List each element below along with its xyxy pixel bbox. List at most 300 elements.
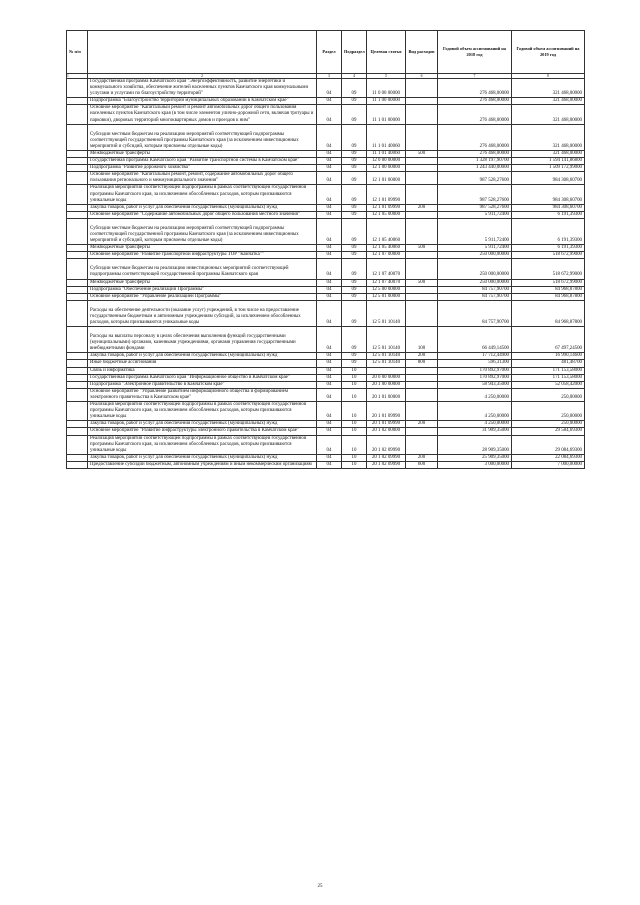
index-cell — [67, 259, 88, 279]
amount-2019-text: 321 468,00000 — [552, 150, 582, 156]
amount-2019-text: 984 308,60700 — [552, 197, 582, 203]
table-row — [67, 259, 585, 279]
vid-cell — [406, 360, 438, 367]
target-cell — [367, 286, 406, 293]
name-cell — [88, 211, 317, 218]
razdel-text: 04 — [326, 447, 332, 453]
podrazdel-cell — [342, 367, 367, 374]
name-cell — [88, 374, 317, 381]
razdel-cell — [317, 454, 342, 461]
name-text: Основное мероприятие "Капитальный ремонт, ремонт, содержание автомобильных дорог общего пользования регионального и межмуниципального значения" — [90, 172, 293, 184]
vid-text: 500 — [417, 245, 426, 251]
name-cell — [88, 259, 317, 279]
header-index: № п/п — [67, 31, 88, 74]
podrazdel-text: 10 — [351, 428, 357, 434]
target-cell — [367, 185, 406, 204]
razdel-text: 04 — [326, 279, 332, 285]
amount-2019-text: 29 584,69300 — [555, 428, 582, 434]
index-cell — [67, 367, 88, 374]
target-text: 12 1 01 00000 — [371, 178, 401, 184]
podrazdel-text: 09 — [351, 272, 357, 278]
amount-2018-text: 4 250,00000 — [484, 414, 509, 420]
amount-2018-cell — [438, 367, 512, 374]
vid-cell — [406, 461, 438, 468]
name-cell — [88, 381, 317, 388]
target-text: 12 5 01 10140 — [371, 320, 401, 325]
amount-2019-cell — [512, 454, 585, 461]
amount-2019-text: 7 000,00000 — [557, 461, 582, 467]
razdel-cell — [317, 204, 342, 211]
razdel-text: 04 — [326, 91, 332, 97]
name-cell — [88, 105, 317, 124]
index-cell — [67, 105, 88, 124]
index-cell — [67, 360, 88, 367]
index-cell — [67, 98, 88, 105]
table-row — [67, 353, 585, 360]
target-cell — [367, 165, 406, 172]
amount-2018-text: 17 712,44900 — [482, 353, 509, 359]
column-number: 5 — [367, 74, 406, 79]
name-cell — [88, 185, 317, 204]
podrazdel-cell — [342, 105, 367, 124]
podrazdel-text: 10 — [351, 461, 357, 467]
amount-2019-text: 84 968,87800 — [555, 320, 582, 325]
amount-2019-cell — [512, 435, 585, 454]
amount-2019-cell — [512, 158, 585, 165]
podrazdel-cell — [342, 204, 367, 211]
name-cell — [88, 327, 317, 353]
name-cell — [88, 252, 317, 259]
podrazdel-text: 09 — [351, 143, 357, 149]
amount-2018-text: 5 911,72400 — [484, 238, 509, 244]
razdel-text: 04 — [326, 252, 332, 258]
vid-cell — [406, 259, 438, 279]
razdel-text: 04 — [326, 461, 332, 467]
name-cell — [88, 293, 317, 300]
amount-2018-cell — [438, 204, 512, 211]
target-cell — [367, 259, 406, 279]
vid-text: 800 — [417, 360, 426, 366]
name-cell — [88, 98, 317, 105]
name-cell — [88, 172, 317, 185]
name-text: Государственная программа Камчатского края "Информационное общество в Камчатском крае" — [90, 374, 290, 380]
amount-2018-cell — [438, 353, 512, 360]
amount-2019-text: 1 509 172,99000 — [548, 165, 582, 171]
table-row — [67, 402, 585, 421]
index-cell — [67, 435, 88, 454]
razdel-cell — [317, 218, 342, 244]
name-text: Закупка товаров, работ и услуг для обеспечения государственных (муниципальных) нужд — [90, 204, 278, 210]
target-text: 12 1 05 40060 — [371, 245, 401, 251]
target-text: 12 1 05 00000 — [371, 211, 401, 217]
razdel-cell — [317, 252, 342, 259]
target-cell — [367, 461, 406, 468]
target-text: 11 1 01 40060 — [372, 150, 400, 156]
target-cell — [367, 211, 406, 218]
table-row — [67, 79, 585, 98]
amount-2019-cell — [512, 165, 585, 172]
name-text: Закупка товаров, работ и услуг для обеспечения государственных (муниципальных) нужд — [90, 454, 278, 460]
target-cell — [367, 279, 406, 286]
name-text: Основное мероприятие "Развитие инфраструктуры электронного правительства в Камчатском крае" — [90, 428, 299, 434]
target-cell — [367, 300, 406, 326]
table-row — [67, 454, 585, 461]
podrazdel-text: 09 — [351, 98, 357, 104]
amount-2018-cell — [438, 461, 512, 468]
razdel-cell — [317, 259, 342, 279]
podrazdel-cell — [342, 165, 367, 172]
vid-cell — [406, 454, 438, 461]
index-cell — [67, 279, 88, 286]
amount-2018-text: 58 943,35000 — [482, 381, 509, 387]
target-text: 12 5 00 00000 — [371, 286, 401, 292]
amount-2018-text: 5 911,72400 — [484, 245, 509, 251]
amount-2018-cell — [438, 245, 512, 252]
amount-2018-cell — [438, 279, 512, 286]
target-cell — [367, 435, 406, 454]
razdel-text: 04 — [326, 454, 332, 460]
vid-cell — [406, 79, 438, 98]
name-cell — [88, 428, 317, 435]
table-row — [67, 360, 585, 367]
target-cell — [367, 421, 406, 428]
target-cell — [367, 402, 406, 421]
table-row — [67, 388, 585, 401]
amount-2019-cell — [512, 79, 585, 98]
table-row — [67, 293, 585, 300]
amount-2019-text: 22 084,69300 — [555, 454, 582, 460]
name-text: Связь и информатика — [90, 367, 135, 373]
podrazdel-cell — [342, 454, 367, 461]
name-cell — [88, 286, 317, 293]
target-text: 20 1 02 00000 — [371, 428, 401, 434]
amount-2019-cell — [512, 381, 585, 388]
name-text: Подпрограмма "Развитие дорожного хозяйства" — [90, 165, 190, 171]
header-vid: Вид расходов — [406, 31, 438, 74]
target-text: 11 0 00 00000 — [372, 91, 400, 97]
name-cell — [88, 300, 317, 326]
razdel-cell — [317, 158, 342, 165]
podrazdel-text: 09 — [351, 286, 357, 292]
podrazdel-text: 09 — [351, 346, 357, 352]
index-cell — [67, 150, 88, 157]
index-cell — [67, 185, 88, 204]
name-text: Расходы на обеспечение деятельности (оказание услуг) учреждений, в том числе на предоставление государственным бюджетным и автономным учреждениям субсидий, за исключением обособленных расходов, которым присваиваются уникальные коды — [90, 307, 301, 325]
header-name — [88, 31, 317, 74]
name-cell — [88, 435, 317, 454]
amount-2019-cell — [512, 461, 585, 468]
podrazdel-cell — [342, 245, 367, 252]
razdel-text: 04 — [326, 117, 332, 123]
amount-2018-text: 987 528,27600 — [479, 197, 509, 203]
target-cell — [367, 327, 406, 353]
target-cell — [367, 252, 406, 259]
target-cell — [367, 360, 406, 367]
name-cell — [88, 124, 317, 150]
name-cell — [88, 245, 317, 252]
index-cell — [67, 293, 88, 300]
name-text: Расходы на выплаты персоналу в целях обеспечения выполнения функций государственными (муниципальными) органами, казенными учреждениями, органами управления государственными внебюджетными фондами — [90, 334, 296, 352]
target-cell — [367, 124, 406, 150]
target-cell — [367, 172, 406, 185]
target-cell — [367, 388, 406, 401]
index-cell — [67, 211, 88, 218]
vid-cell — [406, 252, 438, 259]
podrazdel-cell — [342, 388, 367, 401]
razdel-cell — [317, 402, 342, 421]
vid-cell — [406, 421, 438, 428]
table-row — [67, 172, 585, 185]
amount-2019-cell — [512, 402, 585, 421]
podrazdel-text: 10 — [351, 374, 357, 380]
podrazdel-text: 09 — [351, 293, 357, 299]
header-target: Целевая статья — [367, 31, 406, 74]
index-cell — [67, 461, 88, 468]
amount-2019-cell — [512, 286, 585, 293]
amount-2018-text: 276 468,00000 — [479, 117, 509, 123]
amount-2019-text: 518 672,99000 — [552, 272, 582, 278]
table-row — [67, 279, 585, 286]
index-cell — [67, 245, 88, 252]
podrazdel-cell — [342, 353, 367, 360]
amount-2019-cell — [512, 327, 585, 353]
podrazdel-text: 09 — [351, 158, 357, 164]
index-cell — [67, 327, 88, 353]
amount-2018-cell — [438, 218, 512, 244]
amount-2018-cell — [438, 252, 512, 259]
index-cell — [67, 165, 88, 172]
table-row — [67, 218, 585, 244]
name-text: Подпрограмма "Электронное правительство в Камчатском крае" — [90, 381, 225, 387]
razdel-cell — [317, 293, 342, 300]
amount-2018-text: 5 911,72400 — [484, 211, 509, 217]
index-cell — [67, 428, 88, 435]
razdel-cell — [317, 150, 342, 157]
amount-2019-cell — [512, 353, 585, 360]
razdel-text: 04 — [326, 178, 332, 184]
podrazdel-text: 09 — [351, 211, 357, 217]
amount-2019-cell — [512, 259, 585, 279]
target-text: 20 1 02 09990 — [371, 461, 401, 467]
amount-2019-cell — [512, 374, 585, 381]
razdel-text: 04 — [326, 197, 332, 203]
header-razdel: Раздел — [317, 31, 342, 74]
amount-2019-cell — [512, 150, 585, 157]
razdel-cell — [317, 461, 342, 468]
name-cell — [88, 165, 317, 172]
index-cell — [67, 124, 88, 150]
vid-cell — [406, 388, 438, 401]
name-cell — [88, 388, 317, 401]
vid-cell — [406, 381, 438, 388]
amount-2019-text: 518 672,99000 — [552, 252, 582, 258]
amount-2019-cell — [512, 252, 585, 259]
razdel-cell — [317, 421, 342, 428]
target-cell — [367, 374, 406, 381]
vid-cell — [406, 367, 438, 374]
table-row — [67, 421, 585, 428]
amount-2018-cell — [438, 381, 512, 388]
name-text: Основное мероприятие "Капитальный ремонт и ремонт автомобильных дорог общего пользования населенных пунктов Камчатского края (в том числе элементов улично-дорожной сети, включая тротуары и парковки), дворовых территорий многоквартирных домов и проездов к ним" — [90, 105, 314, 123]
name-text: Межбюджетные трансферты — [90, 245, 150, 251]
amount-2019-cell — [512, 172, 585, 185]
column-number: 6 — [406, 74, 438, 79]
target-cell — [367, 218, 406, 244]
amount-2018-text: 1 243 440,00000 — [475, 165, 509, 171]
index-cell — [67, 374, 88, 381]
vid-cell — [406, 279, 438, 286]
target-text: 20 1 01 09990 — [371, 421, 401, 427]
razdel-text: 04 — [326, 414, 332, 420]
razdel-cell — [317, 327, 342, 353]
amount-2018-cell — [438, 150, 512, 157]
target-cell — [367, 454, 406, 461]
podrazdel-cell — [342, 211, 367, 218]
name-cell — [88, 218, 317, 244]
name-cell — [88, 158, 317, 165]
razdel-text: 04 — [326, 360, 332, 366]
budget-document — [66, 30, 584, 469]
table-row — [67, 300, 585, 326]
target-text: 12 1 07 40070 — [371, 272, 401, 278]
amount-2018-cell — [438, 158, 512, 165]
table-row — [67, 185, 585, 204]
podrazdel-cell — [342, 286, 367, 293]
amount-2019-text: 518 672,99000 — [552, 279, 582, 285]
razdel-cell — [317, 360, 342, 367]
razdel-cell — [317, 286, 342, 293]
podrazdel-text: 09 — [351, 197, 357, 203]
podrazdel-text: 09 — [351, 320, 357, 325]
amount-2018-cell — [438, 300, 512, 326]
table-row — [67, 428, 585, 435]
target-cell — [367, 293, 406, 300]
target-text: 12 1 00 00000 — [371, 165, 401, 171]
index-cell — [67, 218, 88, 244]
podrazdel-cell — [342, 421, 367, 428]
name-text: Основное мероприятие "Развитие транспортной инфраструктуры ТОР "Камчатка"" — [90, 252, 264, 258]
razdel-cell — [317, 124, 342, 150]
amount-2018-text: 84 757,90700 — [482, 286, 509, 292]
target-text: 12 1 07 00000 — [371, 252, 401, 258]
podrazdel-text: 09 — [351, 91, 357, 97]
amount-2018-cell — [438, 421, 512, 428]
amount-2018-text: 1 328 197,90700 — [475, 158, 509, 164]
podrazdel-cell — [342, 218, 367, 244]
target-cell — [367, 353, 406, 360]
amount-2019-cell — [512, 204, 585, 211]
amount-2019-text: 67 497,24500 — [555, 346, 582, 352]
vid-text: 500 — [417, 150, 426, 156]
razdel-cell — [317, 245, 342, 252]
amount-2018-text: 250 000,00000 — [479, 252, 509, 258]
razdel-cell — [317, 165, 342, 172]
amount-2018-text: 28 909,35000 — [482, 447, 509, 453]
vid-cell — [406, 402, 438, 421]
target-cell — [367, 381, 406, 388]
vid-cell — [406, 435, 438, 454]
amount-2018-cell — [438, 165, 512, 172]
razdel-text: 04 — [326, 143, 332, 149]
amount-2018-cell — [438, 435, 512, 454]
podrazdel-cell — [342, 327, 367, 353]
razdel-text: 04 — [326, 346, 332, 352]
vid-cell — [406, 165, 438, 172]
amount-2019-cell — [512, 185, 585, 204]
razdel-cell — [317, 388, 342, 401]
name-text: Предоставление субсидий бюджетным, автономным учреждениям и иным некоммерческим организациям — [90, 461, 312, 467]
amount-2019-text: 29 084,69300 — [555, 447, 582, 453]
amount-2018-text: 31 909,35000 — [482, 428, 509, 434]
amount-2019-text: 171 153,58000 — [552, 374, 582, 380]
name-text: Реализация мероприятий соответствующей подпрограммы в рамках соответствующей государственной программы Камчатского края, за исключением обособленных расходов, которым присваиваются уникальные коды — [90, 435, 307, 453]
target-text: 11 1 01 40060 — [372, 143, 400, 149]
name-text: Межбюджетные трансферты — [90, 279, 150, 285]
amount-2019-cell — [512, 98, 585, 105]
razdel-text: 04 — [326, 394, 332, 400]
header-row — [67, 31, 585, 74]
amount-2018-cell — [438, 105, 512, 124]
amount-2019-text: 84 968,87800 — [555, 286, 582, 292]
amount-2019-text: 6 191,39300 — [557, 245, 582, 251]
table-row — [67, 204, 585, 211]
table-row — [67, 245, 585, 252]
vid-text: 600 — [417, 461, 426, 467]
podrazdel-cell — [342, 259, 367, 279]
header-podrazdel: Подраздел — [342, 31, 367, 74]
amount-2019-cell — [512, 124, 585, 150]
amount-2018-cell — [438, 293, 512, 300]
name-cell — [88, 204, 317, 211]
target-text: 11 1 00 00000 — [372, 98, 400, 104]
column-number: 1 — [67, 74, 88, 79]
table-row — [67, 165, 585, 172]
podrazdel-cell — [342, 158, 367, 165]
podrazdel-text: 10 — [351, 381, 357, 387]
target-cell — [367, 158, 406, 165]
amount-2019-cell — [512, 105, 585, 124]
amount-2018-cell — [438, 79, 512, 98]
amount-2018-cell — [438, 211, 512, 218]
header-2019: Годовой объем ассигнований на 2019 год — [512, 31, 585, 74]
index-cell — [67, 79, 88, 98]
razdel-text: 04 — [326, 353, 332, 359]
amount-2018-cell — [438, 360, 512, 367]
name-text: Подпрограмма "Обеспечение реализации Программы" — [90, 286, 204, 292]
podrazdel-text: 09 — [351, 117, 357, 123]
amount-2019-text: 250,00000 — [561, 421, 582, 427]
index-cell — [67, 158, 88, 165]
amount-2019-text: 171 153,58000 — [552, 367, 582, 373]
amount-2018-text: 25 909,35000 — [482, 454, 509, 460]
table-row — [67, 252, 585, 259]
target-text: 12 0 00 00000 — [371, 158, 401, 164]
podrazdel-text: 09 — [351, 204, 357, 210]
index-cell — [67, 402, 88, 421]
index-cell — [67, 204, 88, 211]
podrazdel-cell — [342, 98, 367, 105]
amount-2019-text: 52 058,42000 — [555, 381, 582, 387]
page-number: 25 — [317, 884, 323, 889]
podrazdel-cell — [342, 172, 367, 185]
amount-2018-text: 276 468,00000 — [479, 150, 509, 156]
amount-2018-text: 3 000,00000 — [484, 461, 509, 467]
index-cell — [67, 172, 88, 185]
column-number: 8 — [512, 74, 585, 79]
name-text: Реализация мероприятий соответствующей подпрограммы в рамках соответствующей государственной программы Камчатского края, за исключением обособленных расходов, которым присваиваются уникальные коды — [90, 185, 307, 203]
amount-2019-text: 984 308,60700 — [552, 204, 582, 210]
amount-2019-cell — [512, 428, 585, 435]
